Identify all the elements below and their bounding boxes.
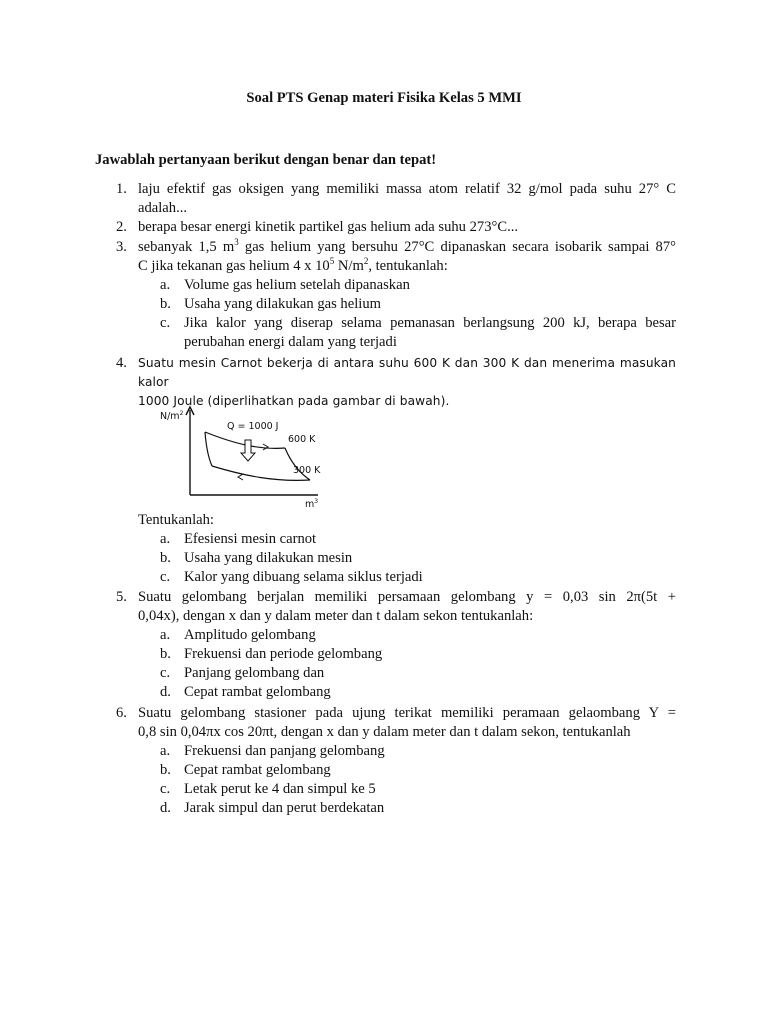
adiabat-left — [205, 432, 212, 466]
sub-item: b. Usaha yang dilakukan gas helium — [160, 296, 381, 312]
cold-temperature-label: 300 K — [293, 465, 321, 476]
question-number: 5. — [116, 589, 127, 605]
question-number: 4. — [116, 355, 127, 371]
cycle-arrow-bottom — [238, 474, 243, 480]
heat-label: Q = 1000 J — [227, 421, 279, 432]
instruction-heading: Jawablah pertanyaan berikut dengan benar dan tepat! — [95, 152, 437, 168]
sub-item: d. Jarak simpul dan perut berdekatan — [160, 800, 385, 816]
question-text-line: Suatu gelombang berjalan memiliki persamaan gelombang y = 0,03 sin 2π(5t + — [138, 589, 676, 605]
question-text-line: adalah... — [138, 200, 188, 216]
sub-item: d. Cepat rambat gelombang — [160, 684, 331, 700]
sub-item: b. Frekuensi dan periode gelombang — [160, 646, 383, 662]
question-text-line: sebanyak 1,5 $m^3$ gas helium yang bersuhu 27°C dipanaskan secara isobarik sampai 87° — [138, 237, 676, 255]
question-5 — [116, 588, 676, 702]
question-text-line: Suatu gelombang stasioner pada ujung terikat memiliki peramaan gelaombang Y = — [138, 705, 676, 721]
question-number: 2. — [116, 219, 127, 235]
question-lead: Tentukanlah: — [138, 512, 214, 528]
sub-item: c. Panjang gelombang dan — [160, 665, 325, 681]
sub-item: c. Jika kalor yang diserap selama pemanasan berlangsung 200 kJ, berapa besar perubahan energi dalam yang terjadi — [160, 315, 676, 350]
sub-item: a. Efesiensi mesin carnot — [160, 531, 317, 547]
sub-item: a. Amplitudo gelombang — [160, 627, 316, 643]
sub-item: b. Cepat rambat gelombang — [160, 762, 331, 778]
question-text-line: Suatu mesin Carnot bekerja di antara suhu 600 K dan 300 K dan menerima masukan kalor — [138, 356, 676, 389]
question-6 — [116, 704, 676, 818]
question-2 — [116, 218, 676, 237]
hot-temperature-label: 600 K — [288, 434, 316, 445]
pv-diagram-svg — [150, 400, 330, 515]
sub-item: a. Frekuensi dan panjang gelombang — [160, 743, 385, 759]
sub-item: c. Kalor yang dibuang selama siklus terjadi — [160, 569, 423, 585]
question-text-line: laju efektif gas oksigen yang memiliki massa atom relatif 32 g/mol pada suhu 27° C — [138, 181, 676, 197]
cycle-arrow-top — [263, 444, 268, 450]
question-3 — [116, 238, 676, 352]
question-text-line: C jika tekanan gas helium 4 x $10^5$ $N/m^2$, tentukanlah: — [138, 256, 448, 274]
question-text: berapa besar energi kinetik partikel gas helium ada suhu 273°C... — [138, 219, 519, 235]
question-number: 3. — [116, 239, 127, 255]
question-text-line: 0,8 sin 0,04πx cos 20πt, dengan x dan y dalam meter dan t dalam sekon, tentukanlah — [138, 724, 631, 740]
question-4-tasks — [116, 511, 676, 587]
y-axis-label: $N/m^2$ — [160, 410, 184, 422]
question-number: 1. — [116, 181, 127, 197]
question-1 — [116, 180, 676, 218]
question-text-line: 0,04x), dengan x dan y dalam meter dan t dalam sekon tentukanlah: — [138, 608, 534, 624]
x-axis-label: $m^3$ — [305, 498, 319, 510]
page-title: Soal PTS Genap materi Fisika Kelas 5 MMI — [246, 90, 522, 106]
question-text-line: 1000 Joule (diperlihatkan pada gambar di bawah). — [138, 394, 450, 408]
sub-item: a. Volume gas helium setelah dipanaskan — [160, 277, 410, 293]
carnot-pv-diagram — [150, 400, 330, 515]
sub-item: b. Usaha yang dilakukan mesin — [160, 550, 353, 566]
sub-item: c. Letak perut ke 4 dan simpul ke 5 — [160, 781, 376, 797]
question-number: 6. — [116, 705, 127, 721]
heat-input-arrow — [241, 440, 255, 461]
